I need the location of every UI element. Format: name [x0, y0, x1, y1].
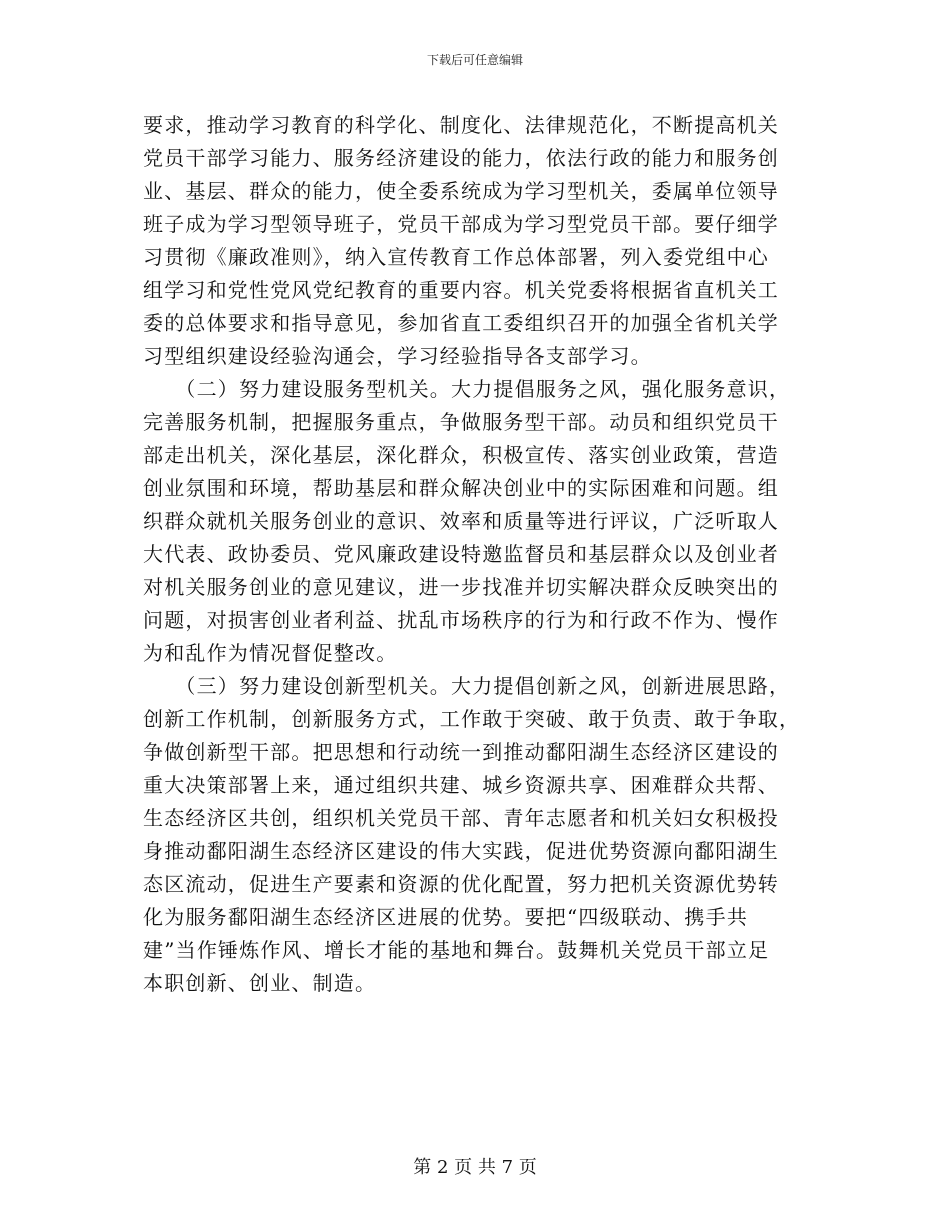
- text-line: 业、基层、群众的能力，使全委系统成为学习型机关，委属单位领导: [143, 179, 779, 203]
- text-line: 创新工作机制，创新服务方式，工作敢于突破、敢于负责、敢于争取，: [143, 707, 801, 731]
- text-line: 争做创新型干部。把思想和行动统一到推动鄱阳湖生态经济区建设的: [143, 740, 779, 764]
- text-line: 建”当作锤炼作风、增长才能的基地和舞台。鼓舞机关党员干部立足: [143, 938, 770, 962]
- text-line: 委的总体要求和指导意见，参加省直工委组织召开的加强全省机关学: [143, 311, 779, 335]
- text-line: 问题，对损害创业者利益、扰乱市场秩序的行为和行政不作为、慢作: [143, 608, 779, 632]
- text-line: 重大决策部署上来，通过组织共建、城乡资源共享、困难群众共帮、: [143, 773, 779, 797]
- text-line: 态区流动，促进生产要素和资源的优化配置，努力把机关资源优势转: [143, 872, 779, 896]
- page-header-note: 下载后可任意编辑: [426, 53, 523, 67]
- text-line: 习贯彻《廉政准则》，纳入宣传教育工作总体部署，列入委党组中心: [143, 245, 769, 269]
- text-line: 为和乱作为情况督促整改。: [143, 641, 398, 665]
- text-line: 织群众就机关服务创业的意识、效率和质量等进行评议，广泛听取人: [143, 509, 779, 533]
- paragraph-start-line: （二）努力建设服务型机关。大力提倡服务之风，强化服务意识，: [143, 377, 791, 401]
- text-line: 身推动鄱阳湖生态经济区建设的伟大实践，促进优势资源向鄱阳湖生: [143, 839, 779, 863]
- page-number-footer: 第 2 页 共 7 页: [413, 1157, 537, 1178]
- text-line: 要求，推动学习教育的科学化、制度化、法律规范化，不断提高机关: [143, 113, 779, 137]
- text-line: 习型组织建设经验沟通会，学习经验指导各支部学习。: [143, 344, 652, 368]
- text-line: 对机关服务创业的意见建议，进一步找准并切实解决群众反映突出的: [143, 575, 779, 599]
- text-line: 生态经济区共创，组织机关党员干部、青年志愿者和机关妇女积极投: [143, 806, 779, 830]
- text-line: 创业氛围和环境，帮助基层和群众解决创业中的实际困难和问题。组: [143, 476, 779, 500]
- text-line: 完善服务机制，把握服务重点，争做服务型干部。动员和组织党员干: [143, 410, 779, 434]
- text-line: 组学习和党性党风党纪教育的重要内容。机关党委将根据省直机关工: [143, 278, 779, 302]
- text-line: 化为服务鄱阳湖生态经济区进展的优势。要把“四级联动、携手共: [143, 905, 749, 929]
- document-body: [143, 112, 813, 1003]
- text-line: 部走出机关，深化基层，深化群众，积极宣传、落实创业政策，营造: [143, 443, 779, 467]
- text-line: 本职创新、创业、制造。: [143, 971, 377, 995]
- text-line: 班子成为学习型领导班子，党员干部成为学习型党员干部。要仔细学: [143, 212, 779, 236]
- paragraph-start-line: （三）努力建设创新型机关。大力提倡创新之风，创新进展思路，: [143, 674, 791, 698]
- text-line: 党员干部学习能力、服务经济建设的能力，依法行政的能力和服务创: [143, 146, 779, 170]
- text-line: 大代表、政协委员、党风廉政建设特邀监督员和基层群众以及创业者: [143, 542, 779, 566]
